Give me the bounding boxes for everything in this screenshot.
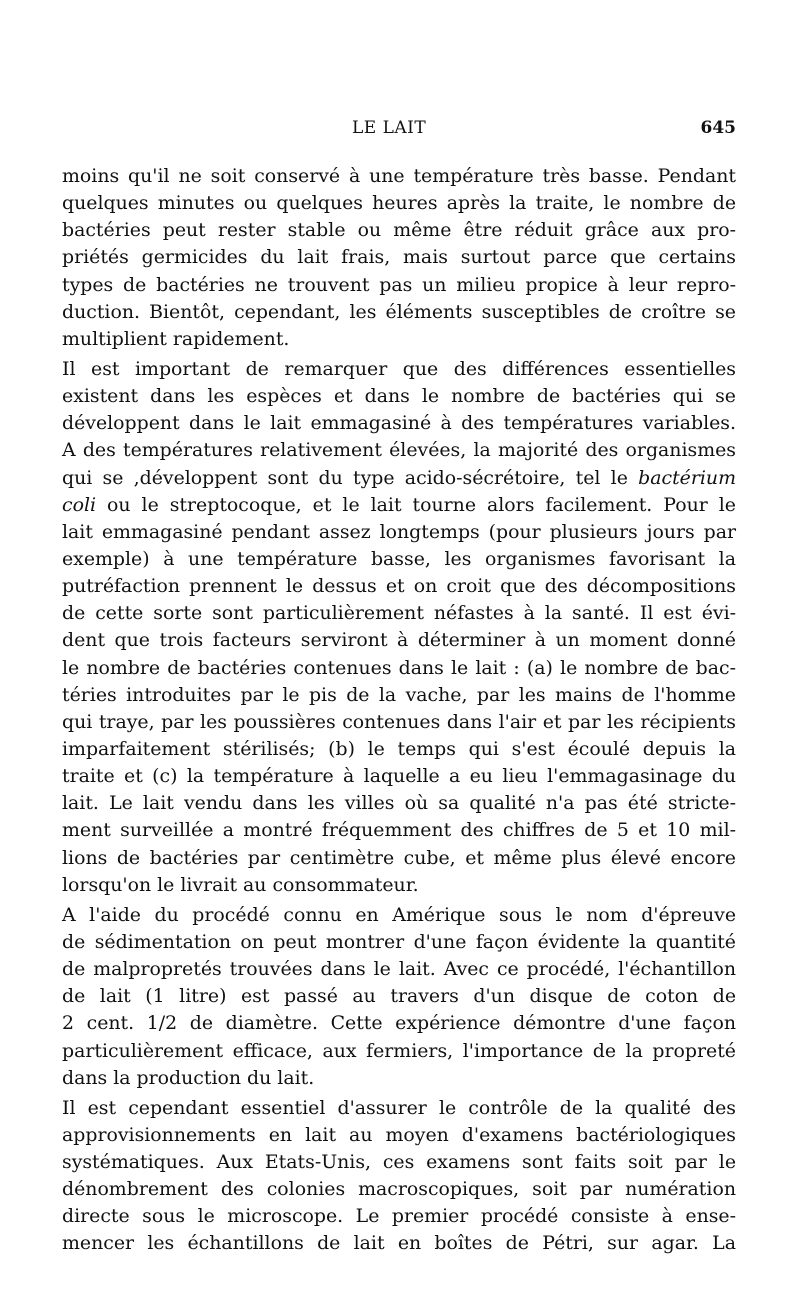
text-line: 2 cent. 1/2 de diamètre. Cette expérience démontre d'une façon <box>62 1012 736 1035</box>
paragraph-1 <box>62 163 736 353</box>
text-line: lait emmagasiné pendant assez longtemps (pour plusieurs jours par <box>62 520 736 543</box>
text-line: putréfaction prennent le dessus et on croit que des décompositions <box>62 575 736 598</box>
text-line: dénombrement des colonies macroscopiques, soit par numération <box>62 1178 736 1201</box>
text-line: mencer les échantillons de lait en boîtes de Pétri, sur agar. La <box>62 1232 736 1255</box>
text-line: types de bactéries ne trouvent pas un milieu propice à leur repro- <box>62 273 736 296</box>
text-line: le nombre de bactéries contenues dans le lait : (a) le nombre de bac- <box>62 656 736 679</box>
text-line: systématiques. Aux Etats-Unis, ces examens sont faits soit par le <box>62 1151 736 1174</box>
text-line: de cette sorte sont particulièrement néfastes à la santé. Il est évi- <box>62 602 736 625</box>
text-line: A l'aide du procédé connu en Amérique sous le nom d'épreuve <box>62 903 736 926</box>
text-line-with-italic <box>62 492 736 519</box>
text-line: moins qu'il ne soit conservé à une température très basse. Pendant <box>62 165 736 187</box>
paragraph-4 <box>62 1095 736 1258</box>
text-line: traite et (c) la température à laquelle a eu lieu l'emmagasinage du <box>62 765 736 788</box>
paragraph-2 <box>62 356 736 899</box>
text-line: de lait (1 litre) est passé au travers d'un disque de coton de <box>62 985 736 1008</box>
text-line-with-italic <box>62 465 736 492</box>
body-text <box>62 163 736 1261</box>
italic-term-coli: coli <box>62 493 97 516</box>
text-line: développent dans le lait emmagasiné à des températures variables. <box>62 412 736 435</box>
text-line: qui traye, par les poussières contenues dans l'air et par les récipients <box>62 710 736 733</box>
text-line: imparfaitement stérilisés; (b) le temps qui s'est écoulé depuis la <box>62 737 736 760</box>
page-header <box>62 118 736 142</box>
text-line: de sédimentation on peut montrer d'une façon évidente la quantité <box>62 930 736 953</box>
text-line: multiplient rapidement. <box>62 327 290 350</box>
text-line: lions de bactéries par centimètre cube, et même plus élevé encore <box>62 846 736 869</box>
running-title: LE LAIT <box>352 118 427 138</box>
text-line: dans la production du lait. <box>62 1066 315 1089</box>
text-line: duction. Bientôt, cependant, les éléments susceptibles de croître se <box>62 300 736 323</box>
text-line: exemple) à une température basse, les organismes favorisant la <box>62 547 736 570</box>
text-line: priétés germicides du lait frais, mais surtout parce que certains <box>62 246 736 269</box>
text-line: existent dans les espèces et dans le nombre de bactéries qui se <box>62 385 736 408</box>
text-segment: qui se ,développent sont du type acido-sécrétoire, tel le <box>62 466 628 489</box>
text-line: approvisionnements en lait au moyen d'examens bactériologiques <box>62 1123 736 1146</box>
text-line: bactéries peut rester stable ou même être réduit grâce aux pro- <box>62 219 736 242</box>
text-line: particulièrement efficace, aux fermiers, l'importance de la propreté <box>62 1039 736 1062</box>
text-line: quelques minutes ou quelques heures après la traite, le nombre de <box>62 192 736 215</box>
text-line: ment surveillée a montré fréquemment des chiffres de 5 et 10 mil- <box>62 819 736 842</box>
text-line: directe sous le microscope. Le premier procédé consiste à ense- <box>62 1205 736 1228</box>
text-line: de malpropretés trouvées dans le lait. Avec ce procédé, l'échantillon <box>62 958 736 981</box>
italic-term: bactérium <box>638 466 736 489</box>
text-line: A des températures relativement élevées, la majorité des organismes <box>62 439 736 462</box>
text-line: lait. Le lait vendu dans les villes où sa qualité n'a pas été stricte- <box>62 792 736 815</box>
page-number: 645 <box>700 118 736 138</box>
text-segment: ou le streptocoque, et le lait tourne alors facilement. Pour le <box>107 493 736 516</box>
text-line: téries introduites par le pis de la vache, par les mains de l'homme <box>62 683 736 706</box>
paragraph-3 <box>62 902 736 1092</box>
text-line: lorsqu'on le livrait au consommateur. <box>62 873 419 896</box>
text-line: Il est cependant essentiel d'assurer le contrôle de la qualité des <box>62 1096 736 1119</box>
text-line: dent que trois facteurs serviront à déterminer à un moment donné <box>62 629 736 652</box>
text-line: Il est important de remarquer que des différences essentielles <box>62 357 736 380</box>
